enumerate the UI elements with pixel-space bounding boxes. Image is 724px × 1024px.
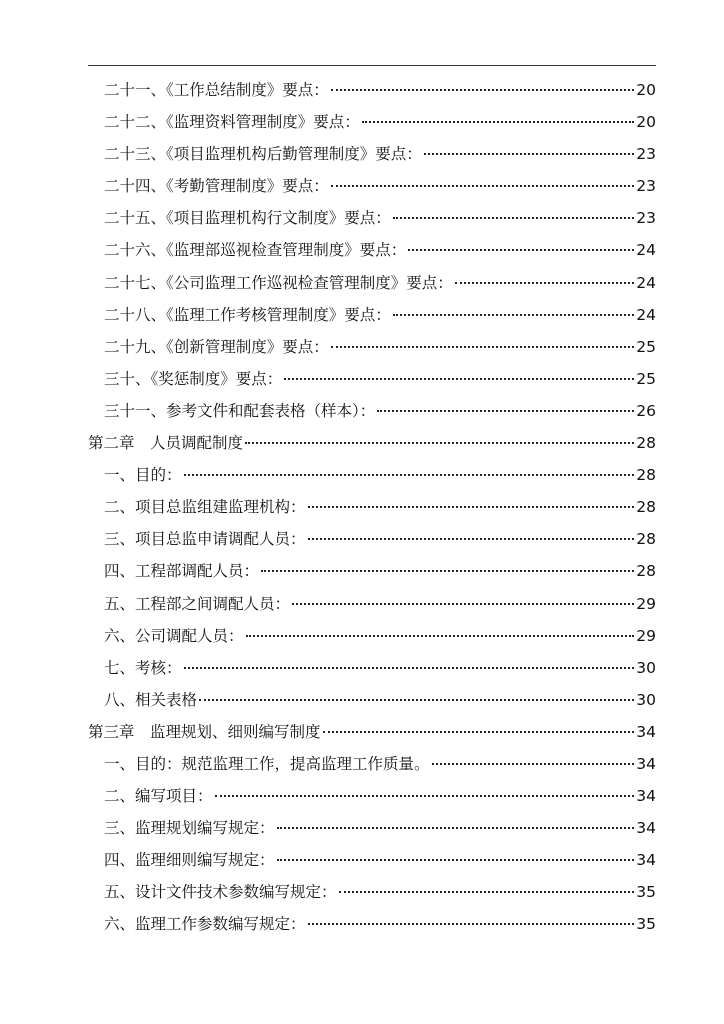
toc-section-entry[interactable] [88,234,656,266]
table-of-contents [88,74,656,941]
toc-page-number: 20 [636,81,656,99]
toc-page-number: 20 [636,113,656,132]
toc-dot-leader [393,217,635,219]
toc-dot-leader [424,153,635,155]
toc-section-entry[interactable] [88,299,656,331]
toc-page-number: 24 [636,305,656,324]
toc-section-entry[interactable] [88,652,656,684]
toc-entry-label: 五、工程部之间调配人员： [104,594,291,613]
toc-entry-label: 二十九、《创新管理制度》要点： [104,337,329,356]
toc-dot-leader [362,121,635,123]
toc-section-entry[interactable] [88,491,656,523]
toc-entry-label: 四、工程部调配人员： [104,562,260,581]
toc-entry-label: 八、相关表格 [104,690,198,709]
toc-page-number: 34 [636,787,656,806]
toc-section-entry[interactable] [88,748,656,780]
toc-section-entry[interactable] [88,812,656,844]
toc-page-number: 25 [636,369,656,388]
toc-entry-label: 二十四、《考勤管理制度》要点： [104,177,329,196]
toc-entry-label: 五、设计文件技术参数编写规定： [104,883,337,902]
toc-entry-label: 一、目的：规范监理工作，提高监理工作质量。 [104,754,430,773]
toc-chapter-entry[interactable] [88,427,656,459]
toc-section-entry[interactable] [88,780,656,812]
toc-page-number: 29 [636,594,656,613]
toc-page-number: 34 [636,722,656,741]
toc-page-number: 24 [636,241,656,260]
toc-page-number: 26 [636,401,656,420]
toc-dot-leader [308,538,635,540]
toc-dot-leader [199,699,634,701]
toc-dot-leader [184,667,635,669]
toc-entry-label: 二十五、《项目监理机构行文制度》要点： [104,209,391,228]
toc-entry-label: 二、编写项目： [104,787,213,806]
toc-entry-label: 六、公司调配人员： [104,626,244,645]
header-rule [88,65,656,66]
toc-dot-leader [339,891,635,893]
toc-section-entry[interactable] [88,523,656,555]
toc-section-entry[interactable] [88,331,656,363]
toc-dot-leader [284,378,634,380]
toc-section-entry[interactable] [88,395,656,427]
toc-dot-leader [292,603,634,605]
toc-section-entry[interactable] [88,202,656,234]
toc-dot-leader [432,763,635,765]
toc-dot-leader [277,859,635,861]
toc-chapter-entry[interactable] [88,716,656,748]
toc-entry-label: 二十一、《工作总结制度》要点： [104,81,329,99]
toc-section-entry[interactable] [88,363,656,395]
toc-dot-leader [261,570,634,572]
toc-section-entry[interactable] [88,138,656,170]
toc-entry-label: 二十六、《监理部巡视检查管理制度》要点： [104,241,407,260]
toc-page-number: 28 [636,562,656,581]
toc-page-number: 35 [636,915,656,934]
toc-page-number: 28 [636,466,656,485]
toc-entry-label: 二十二、《监理资料管理制度》要点： [104,113,360,132]
toc-entry-label: 二十三、《项目监理机构后勤管理制度》要点： [104,145,422,164]
toc-dot-leader [246,635,635,637]
toc-section-entry[interactable] [88,620,656,652]
toc-dot-leader [215,795,635,797]
toc-page-number: 29 [636,626,656,645]
toc-dot-leader [455,282,635,284]
toc-dot-leader [408,249,634,251]
toc-entry-label: 六、监理工作参数编写规定： [104,915,306,934]
toc-page-number: 30 [636,658,656,677]
toc-dot-leader [331,185,635,187]
toc-section-entry[interactable] [88,459,656,491]
toc-dot-leader [377,410,634,412]
toc-entry-label: 二十七、《公司监理工作巡视检查管理制度》要点： [104,273,453,292]
toc-section-entry[interactable] [88,170,656,202]
toc-entry-label: 第二章 人员调配制度 [88,434,244,453]
toc-dot-leader [308,506,635,508]
toc-page-number: 23 [636,177,656,196]
toc-section-entry[interactable] [88,876,656,908]
toc-entry-label: 三、监理规划编写规定： [104,819,275,838]
toc-dot-leader [323,731,635,733]
toc-page-number: 34 [636,819,656,838]
toc-page-number: 25 [636,337,656,356]
toc-dot-leader [331,89,635,91]
toc-entry-label: 二十八、《监理工作考核管理制度》要点： [104,305,391,324]
toc-entry-label: 二、项目总监组建监理机构： [104,498,306,517]
toc-section-entry[interactable] [88,588,656,620]
toc-section-entry[interactable] [88,555,656,587]
toc-page-number: 35 [636,883,656,902]
toc-page-number: 28 [636,498,656,517]
toc-entry-label: 七、考核： [104,658,182,677]
toc-page-number: 30 [636,690,656,709]
toc-page-number: 28 [636,434,656,453]
toc-page-number: 23 [636,209,656,228]
toc-section-entry[interactable] [88,74,656,106]
toc-dot-leader [308,923,635,925]
toc-page-number: 28 [636,530,656,549]
toc-entry-label: 四、监理细则编写规定： [104,851,275,870]
toc-page-number: 23 [636,145,656,164]
toc-dot-leader [184,474,635,476]
toc-page-number: 24 [636,273,656,292]
toc-entry-label: 三十、《奖惩制度》要点： [104,369,283,388]
toc-entry-label: 第三章 监理规划、细则编写制度 [88,722,321,741]
toc-section-entry[interactable] [88,267,656,299]
toc-dot-leader [393,314,635,316]
toc-dot-leader [277,827,635,829]
toc-entry-label: 三、项目总监申请调配人员： [104,530,306,549]
toc-page-number: 34 [636,754,656,773]
toc-entry-label: 三十一、参考文件和配套表格（样本）： [104,401,376,420]
toc-section-entry[interactable] [88,684,656,716]
toc-section-entry[interactable] [88,106,656,138]
toc-section-entry[interactable] [88,844,656,876]
toc-page-number: 34 [636,851,656,870]
toc-dot-leader [331,346,635,348]
toc-entry-label: 一、目的： [104,466,182,485]
toc-section-entry[interactable] [88,908,656,940]
toc-dot-leader [245,442,634,444]
